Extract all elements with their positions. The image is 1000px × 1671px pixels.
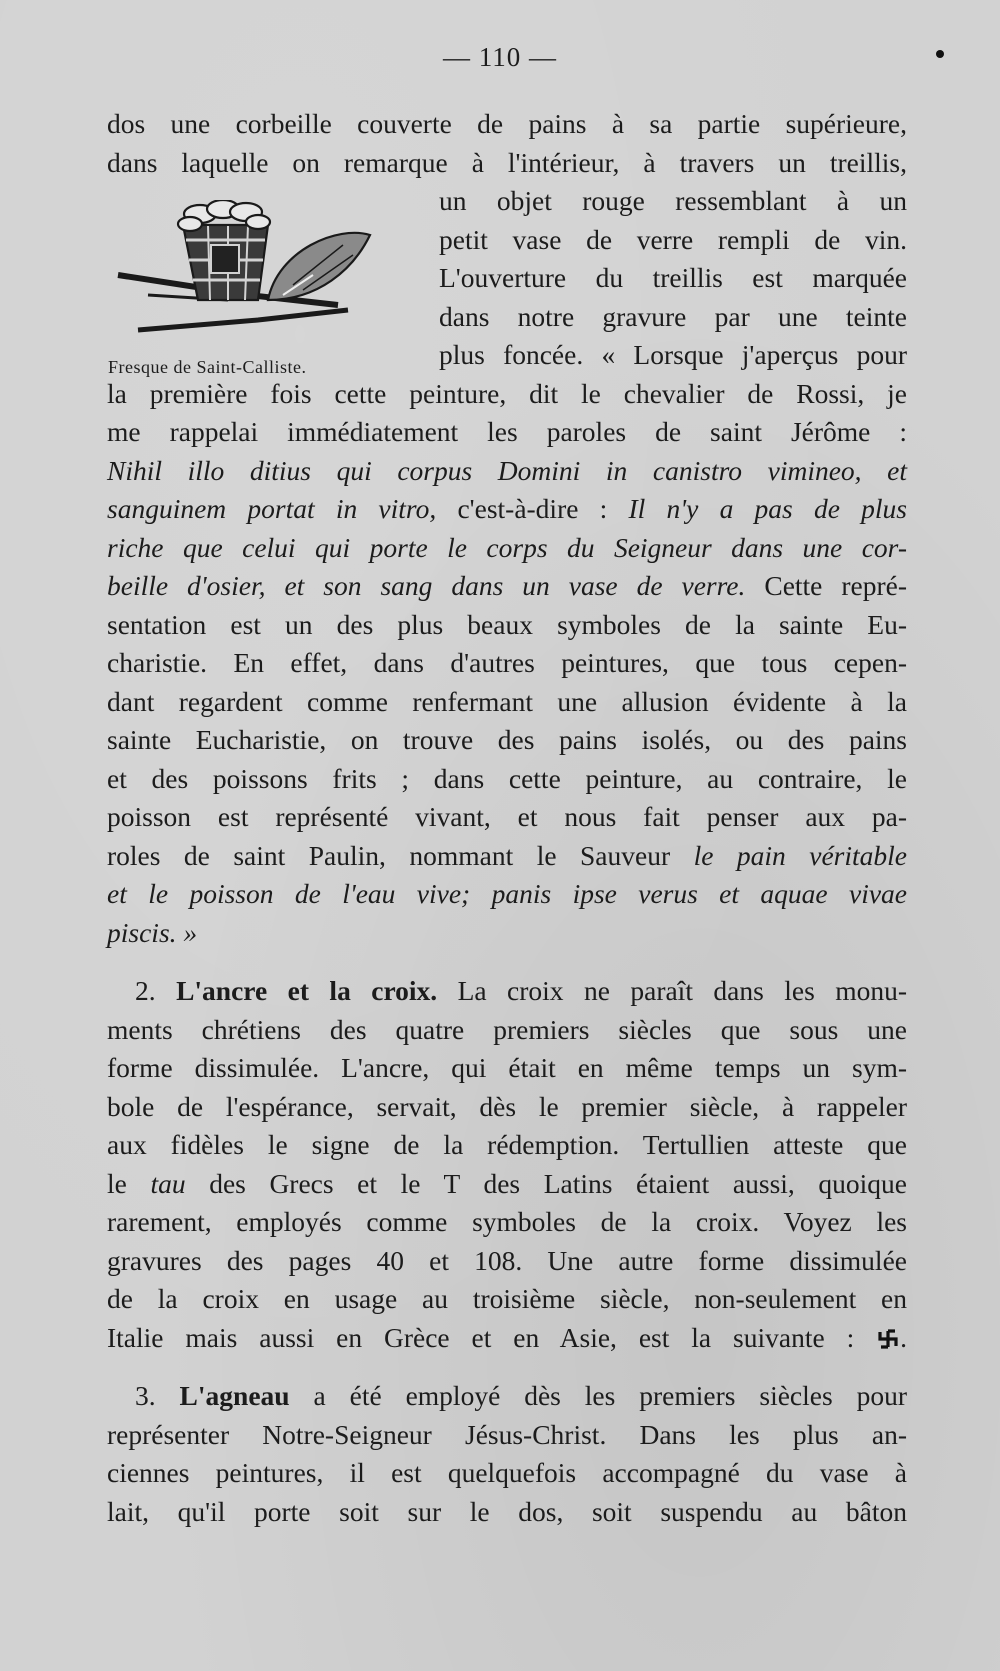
page-number: — 110 — — [443, 42, 557, 72]
text-line: la première fois cette peinture, dit le chevalier de Rossi, je — [107, 377, 907, 409]
section-number: 3. — [135, 1380, 180, 1411]
figure-caption: Fresque de Saint-Calliste. — [108, 357, 307, 377]
body-text — [107, 105, 907, 1531]
text-line: ciennes peintures, il est quelquefois accompagné du vase à — [107, 1457, 907, 1488]
text-line: et le poisson de l'eau vive; panis ipse verus et aquae vivae — [107, 878, 907, 909]
text-line: L'ouverture du treillis est marquée — [439, 262, 907, 293]
text-line: dans notre gravure par une teinte — [439, 300, 907, 332]
text-line: dos une corbeille couverte de pains à sa partie supérieure, — [107, 108, 907, 139]
text-line — [107, 972, 907, 1011]
text-line: plus foncée. « Lorsque j'aperçus pour — [439, 339, 907, 370]
text-line: lait, qu'il porte soit sur le dos, soit suspendu au bâton — [107, 1495, 907, 1527]
text-line: charistie. En effet, dans d'autres peintures, que tous cepen- — [107, 647, 907, 678]
text-line — [107, 490, 907, 529]
text-line: sentation est un des plus beaux symboles de la sainte Eu- — [107, 608, 907, 640]
text-line: dans laquelle on remarque à l'intérieur, à travers un treillis, — [107, 146, 907, 178]
italic-run: beille d'osier, et son sang dans un vase de verre. — [107, 570, 746, 601]
italic-run: le pain véritable — [693, 839, 907, 871]
section-number: 2. — [135, 975, 177, 1006]
text-run: roles de saint Paulin, nommant le Sauveur — [107, 839, 694, 871]
text-run: Italie mais aussi en Grèce et en Asie, est la suivante : — [107, 1321, 877, 1353]
text-run: le — [107, 1167, 151, 1199]
text-line: de la croix en usage au troisième siècle, non-seulement en — [107, 1283, 907, 1314]
text-line: petit vase de verre rempli de vin. — [439, 223, 907, 255]
text-run: Cette repré- — [745, 570, 907, 601]
italic-run: Il n'y a pas de plus — [628, 493, 907, 524]
text-run: des Grecs et le T des Latins étaient aussi, quoique — [185, 1167, 907, 1199]
ink-dot — [936, 50, 944, 58]
section-heading: L'ancre et la croix. — [176, 975, 438, 1006]
text-line: et des poissons frits ; dans cette peinture, au contraire, le — [107, 762, 907, 794]
section-heading: L'agneau — [179, 1380, 290, 1411]
text-line: représenter Notre-Seigneur Jésus-Christ. Dans les plus an- — [107, 1418, 907, 1450]
text-line: aux fidèles le signe de la rédemption. Tertullien atteste que — [107, 1129, 907, 1160]
text-line: gravures des pages 40 et 108. Une autre forme dissimulée — [107, 1244, 907, 1276]
text-run: c'est-à-dire : — [436, 493, 629, 524]
text-run: a été employé dès les premiers siècles pour — [289, 1380, 908, 1411]
text-run: La croix ne paraît dans les monu- — [437, 975, 907, 1006]
latin-quote: sanguinem portat in vitro, — [107, 493, 437, 524]
text-line: bole de l'espérance, servait, dès le premier siècle, à rappeler — [107, 1090, 907, 1122]
text-line: piscis. » — [107, 916, 198, 948]
text-line: sainte Eucharistie, on trouve des pains isolés, ou des pains — [107, 724, 907, 755]
text-line: poisson est représenté vivant, et nous fait penser aux pa- — [107, 801, 907, 832]
text-line: rarement, employés comme symboles de la croix. Voyez les — [107, 1206, 907, 1237]
text-line — [107, 1377, 907, 1416]
text-line: Nihil illo ditius qui corpus Domini in canistro vimineo, et — [107, 454, 907, 486]
italic-run: tau — [150, 1167, 186, 1199]
text-line: dant regardent comme renfermant une allusion évidente à la — [107, 685, 907, 717]
text-line: me rappelai immédiatement les paroles de saint Jérôme : — [107, 416, 907, 447]
text-line: Italie mais aussi en Grèce et en Asie, est la suivante : . — [107, 1321, 907, 1353]
text-line: riche que celui qui porte le corps du Seigneur dans une cor- — [107, 531, 907, 563]
gammadion-cross-icon — [876, 1328, 900, 1350]
text-line — [107, 837, 907, 876]
text-line — [107, 567, 907, 606]
text-line: un objet rouge ressemblant à un — [439, 185, 907, 216]
text-line: ments chrétiens des quatre premiers siècles que sous une — [107, 1013, 907, 1045]
text-line: forme dissimulée. L'ancre, qui était en même temps un sym- — [107, 1052, 907, 1083]
text-line — [107, 1165, 907, 1204]
